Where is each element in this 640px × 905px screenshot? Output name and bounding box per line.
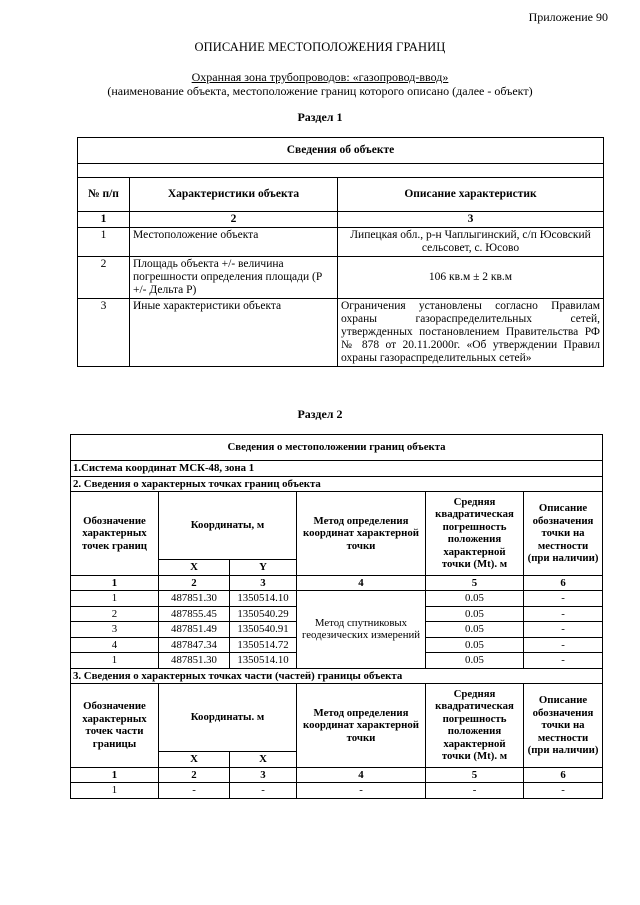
col-number-header: № п/п: [78, 178, 130, 212]
y-header: Y: [230, 560, 297, 576]
part-coords-header: Координаты. м: [159, 684, 297, 752]
point-header: Обозначение характерных точек границ: [71, 492, 159, 576]
y-value: 1350540.29: [230, 606, 297, 622]
part-method-header: Метод определения координат характерной точки: [297, 684, 426, 768]
accuracy-header: Средняя квадратическая погрешность положения характерной точки (Mt). м: [426, 492, 524, 576]
x-value: 487851.30: [159, 653, 230, 669]
point-id: 1: [71, 591, 159, 607]
y-value: 1350540.91: [230, 622, 297, 638]
point-description: -: [524, 637, 603, 653]
table-row: [78, 228, 604, 257]
accuracy-value: 0.05: [426, 637, 524, 653]
index-cell: 5: [426, 575, 524, 591]
index-cell: 1: [71, 575, 159, 591]
x-value: -: [159, 783, 230, 799]
row-number: 2: [78, 257, 130, 299]
x-value: 487851.49: [159, 622, 230, 638]
index-cell: 6: [524, 575, 603, 591]
index-cell: 2: [159, 575, 230, 591]
part-point-header: Обозначение характерных точек части границы: [71, 684, 159, 768]
point-description: -: [524, 622, 603, 638]
col-characteristic-header: Характеристики объекта: [130, 178, 338, 212]
col-description-header: Описание характеристик: [338, 178, 604, 212]
characteristic-cell: Площадь объекта +/- величина погрешности определения площади (Р +/- Дельта Р): [130, 257, 338, 299]
coordinate-system: 1.Система координат МСК-48, зона 1: [71, 461, 603, 477]
point-description: -: [524, 606, 603, 622]
characteristic-cell: Местоположение объекта: [130, 228, 338, 257]
boundaries-title: Сведения о местоположении границ объекта: [71, 435, 603, 461]
index-cell: 3: [338, 212, 604, 228]
point-description-header: Описание обозначения точки на местности (при наличии): [524, 492, 603, 576]
object-name-text: Охранная зона трубопроводов: «газопровод-ввод»: [191, 70, 449, 84]
characteristic-cell: Иные характеристики объекта: [130, 299, 338, 367]
accuracy-value: 0.05: [426, 591, 524, 607]
index-cell: 1: [71, 767, 159, 783]
x-value: 487847.34: [159, 637, 230, 653]
description-cell: Ограничения установлены согласно Правилам охраны газораспределительных сетей, утвержденных постановлением Правительства РФ № 878 от 20.11.2000г. «Об утверждении Правил охраны газораспределительных сетей»: [338, 299, 604, 367]
part-description-header: Описание обозначения точки на местности (при наличии): [524, 684, 603, 768]
table-row: [71, 591, 603, 607]
accuracy-value: 0.05: [426, 606, 524, 622]
point-id: 1: [71, 653, 159, 669]
point-description: -: [524, 783, 603, 799]
point-id: 4: [71, 637, 159, 653]
accuracy-value: 0.05: [426, 653, 524, 669]
index-cell: 3: [230, 767, 297, 783]
row-number: 3: [78, 299, 130, 367]
index-cell: 6: [524, 767, 603, 783]
boundaries-table: [70, 434, 603, 799]
y-value: 1350514.10: [230, 653, 297, 669]
object-info-title: Сведения об объекте: [78, 138, 604, 164]
part-x2-header: X: [230, 752, 297, 768]
spacer-row: [78, 164, 604, 178]
y-value: -: [230, 783, 297, 799]
point-id: 2: [71, 606, 159, 622]
method-cell: Метод спутниковых геодезических измерений: [297, 591, 426, 669]
index-cell: 2: [130, 212, 338, 228]
accuracy-value: 0.05: [426, 622, 524, 638]
part-x-header: X: [159, 752, 230, 768]
appendix-label: Приложение 90: [528, 10, 608, 24]
description-cell: Липецкая обл., р-н Чаплыгинский, с/п Юсовский сельсовет, с. Юсово: [338, 228, 604, 257]
point-description: -: [524, 653, 603, 669]
part-2-title: 2. Сведения о характерных точках границ объекта: [71, 476, 603, 492]
x-value: 487851.30: [159, 591, 230, 607]
row-number: 1: [78, 228, 130, 257]
table-row: [78, 257, 604, 299]
method-header: Метод определения координат характерной точки: [297, 492, 426, 576]
index-cell: 3: [230, 575, 297, 591]
object-name: [0, 70, 640, 85]
section-2-heading: Раздел 2: [297, 407, 343, 421]
accuracy-value: -: [426, 783, 524, 799]
index-cell: 4: [297, 575, 426, 591]
x-header: X: [159, 560, 230, 576]
y-value: 1350514.10: [230, 591, 297, 607]
table-row: [78, 299, 604, 367]
point-id: 1: [71, 783, 159, 799]
table-row: [71, 783, 603, 799]
coords-header: Координаты, м: [159, 492, 297, 560]
document-title: ОПИСАНИЕ МЕСТОПОЛОЖЕНИЯ ГРАНИЦ: [194, 40, 446, 54]
y-value: 1350514.72: [230, 637, 297, 653]
part-accuracy-header: Средняя квадратическая погрешность положения характерной точки (Mt). м: [426, 684, 524, 768]
method-cell: -: [297, 783, 426, 799]
section-1-heading: Раздел 1: [297, 110, 343, 124]
point-description: -: [524, 591, 603, 607]
index-cell: 5: [426, 767, 524, 783]
index-cell: 1: [78, 212, 130, 228]
description-cell: 106 кв.м ± 2 кв.м: [338, 257, 604, 299]
object-info-table: [77, 137, 604, 367]
index-cell: 4: [297, 767, 426, 783]
part-3-title: 3. Сведения о характерных точках части (частей) границы объекта: [71, 668, 603, 684]
index-cell: 2: [159, 767, 230, 783]
object-name-caption: (наименование объекта, местоположение границ которого описано (далее - объект): [107, 84, 533, 98]
x-value: 487855.45: [159, 606, 230, 622]
point-id: 3: [71, 622, 159, 638]
